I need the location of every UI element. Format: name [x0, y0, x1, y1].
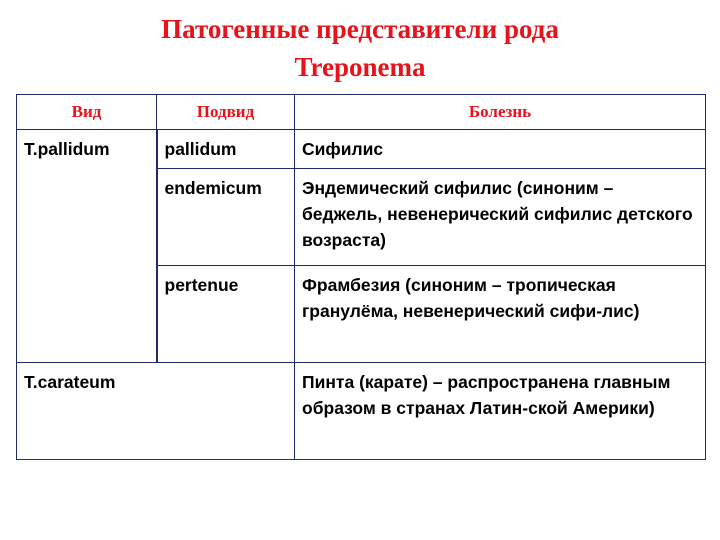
subspecies-cell: pertenue [157, 266, 295, 363]
header-species: Вид [17, 95, 157, 130]
page-title [0, 10, 720, 86]
subspecies-cell: endemicum [157, 169, 295, 266]
species-cell: T.pallidum [17, 130, 157, 363]
table-row [17, 130, 706, 169]
disease-cell: Пинта (карате) – распространена главным образом в странах Латин-ской Америки) [295, 363, 706, 460]
disease-cell: Сифилис [295, 130, 706, 169]
header-disease: Болезнь [295, 95, 706, 130]
header-subspecies: Подвид [157, 95, 295, 130]
subspecies-cell: pallidum [157, 130, 295, 169]
species-cell: T.carateum [17, 363, 295, 460]
disease-cell: Эндемический сифилис (синоним – беджель, невенерический сифилис детского возраста) [295, 169, 706, 266]
table-header-row [17, 95, 706, 130]
disease-cell: Фрамбезия (синоним – тропическая гранулёма, невенерический сифи-лис) [295, 266, 706, 363]
treponema-table [16, 94, 706, 460]
title-line-1: Патогенные представители рода [161, 14, 559, 44]
table-row [17, 363, 706, 460]
title-line-2: Treponema [294, 52, 426, 82]
